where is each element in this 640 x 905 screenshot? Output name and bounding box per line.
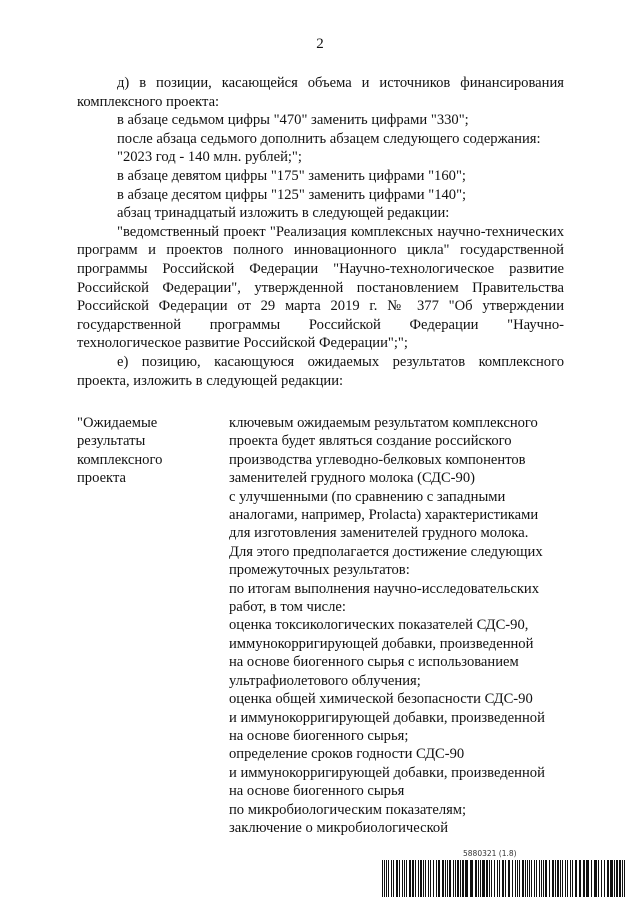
barcode-bar bbox=[412, 860, 414, 897]
barcode-bar bbox=[610, 860, 613, 897]
barcode-bar bbox=[543, 860, 544, 897]
barcode-bar bbox=[391, 860, 392, 897]
barcode-bar bbox=[388, 860, 389, 897]
barcode-bar bbox=[462, 860, 464, 897]
table-value-line: по микробиологическим показателям; bbox=[229, 801, 467, 818]
barcode-bar bbox=[545, 860, 547, 897]
table-value-line: и иммунокорригирующей добавки, произведенной bbox=[229, 764, 545, 781]
table-value-line: работ, в том числе: bbox=[229, 599, 346, 616]
paragraph: после абзаца седьмого дополнить абзацем следующего содержания: bbox=[117, 130, 541, 147]
barcode-bar bbox=[567, 860, 568, 897]
barcode-bar bbox=[470, 860, 473, 897]
barcode-bar bbox=[614, 860, 615, 897]
barcode-label: 5880321 (1.8) bbox=[463, 849, 517, 858]
table-label-line: "Ожидаемые bbox=[77, 415, 158, 431]
barcode-bar bbox=[591, 860, 592, 897]
table-value-line: проекта будет являться создание российского bbox=[229, 433, 512, 450]
barcode-bar bbox=[619, 860, 621, 897]
barcode-bar bbox=[604, 860, 605, 897]
barcode-bar bbox=[583, 860, 585, 897]
barcode-bar bbox=[404, 860, 405, 897]
barcode-bar bbox=[396, 860, 398, 897]
barcode-bar bbox=[536, 860, 537, 897]
barcode-bar bbox=[455, 860, 456, 897]
barcode-bar bbox=[505, 860, 506, 897]
table-left-column bbox=[77, 414, 229, 837]
barcode-bar bbox=[515, 860, 516, 897]
table-value-line: для изготовления заменителей грудного молока. bbox=[229, 525, 529, 542]
table-value-line: на основе биогенного сырья; bbox=[229, 727, 409, 744]
table-right-column bbox=[229, 414, 564, 837]
barcode-bar bbox=[499, 860, 500, 897]
table-label-line: комплексного bbox=[77, 451, 163, 468]
barcode-bar bbox=[436, 860, 437, 897]
barcode-bar bbox=[519, 860, 520, 897]
barcode-bar bbox=[420, 860, 422, 897]
barcode-bar bbox=[475, 860, 477, 897]
barcode-bar bbox=[534, 860, 535, 897]
table-value-line: Для этого предполагается достижение следующих bbox=[229, 543, 543, 560]
table-value-line: оценка токсикологических показателей СДС-90, bbox=[229, 617, 529, 634]
barcode-bar bbox=[402, 860, 403, 897]
barcode-bar bbox=[527, 860, 528, 897]
barcode-image bbox=[381, 860, 626, 897]
barcode-bar bbox=[531, 860, 532, 897]
barcode-bar bbox=[465, 860, 468, 897]
table-value-line: и иммунокорригирующей добавки, произведенной bbox=[229, 709, 545, 726]
barcode-bar bbox=[555, 860, 556, 897]
table-value-line: ультрафиолетового облучения; bbox=[229, 672, 421, 689]
barcode-bar bbox=[393, 860, 394, 897]
barcode-bar bbox=[418, 860, 419, 897]
barcode-bar bbox=[529, 860, 530, 897]
barcode-bar bbox=[415, 860, 416, 897]
barcode-bar bbox=[598, 860, 599, 897]
barcode-bar bbox=[438, 860, 440, 897]
barcode-bar bbox=[478, 860, 479, 897]
barcode-bar bbox=[570, 860, 571, 897]
barcode-bar bbox=[502, 860, 504, 897]
paragraph: в абзаце седьмом цифры "470" заменить цифрами "330"; bbox=[117, 112, 469, 129]
barcode-bar bbox=[624, 860, 625, 897]
table-value-line: на основе биогенного сырья с использованием bbox=[229, 654, 519, 671]
barcode-bar bbox=[512, 860, 513, 897]
table-value-line: заменителей грудного молока (СДС-90) bbox=[229, 470, 475, 487]
barcode-bar bbox=[565, 860, 566, 897]
barcode-bar bbox=[445, 860, 446, 897]
barcode-bar bbox=[430, 860, 431, 897]
barcode-bar bbox=[549, 860, 550, 897]
paragraph: в абзаце десятом цифры "125" заменить цифрами "140"; bbox=[117, 186, 467, 203]
barcode-bar bbox=[494, 860, 495, 897]
barcode-bar bbox=[382, 860, 383, 897]
barcode-bar bbox=[622, 860, 623, 897]
paragraph: "2023 год - 140 млн. рублей;"; bbox=[117, 149, 302, 166]
barcode-bar bbox=[525, 860, 526, 897]
table-value-line: аналогами, например, Prolacta) характеристиками bbox=[229, 507, 539, 524]
barcode-bar bbox=[517, 860, 518, 897]
barcode-bar bbox=[384, 860, 385, 897]
barcode-bar bbox=[453, 860, 454, 897]
paragraph: в абзаце девятом цифры "175" заменить цифрами "160"; bbox=[117, 167, 466, 184]
barcode-bar bbox=[423, 860, 424, 897]
barcode-bar bbox=[616, 860, 618, 897]
barcode-bar bbox=[447, 860, 448, 897]
barcode-bar bbox=[386, 860, 387, 897]
barcode-bar bbox=[539, 860, 540, 897]
barcode-bar bbox=[433, 860, 434, 897]
table-value-line: с улучшенными (по сравнению с западными bbox=[229, 488, 506, 505]
barcode-bar bbox=[607, 860, 609, 897]
document-body bbox=[77, 74, 564, 390]
barcode-bar bbox=[486, 860, 488, 897]
paragraph: д) в позиции, касающейся объема и источников финансирования комплексного проекта: bbox=[77, 75, 564, 110]
barcode-bar bbox=[601, 860, 602, 897]
barcode-bar bbox=[557, 860, 559, 897]
barcode-bar bbox=[594, 860, 597, 897]
table-value-line: производства углеводно-белковых компонентов bbox=[229, 451, 526, 468]
table-value-line: оценка общей химической безопасности СДС-90 bbox=[229, 691, 533, 708]
barcode-bar bbox=[508, 860, 510, 897]
paragraph: е) позицию, касающуюся ожидаемых результатов комплексного проекта, изложить в следующей редакции: bbox=[77, 353, 564, 389]
table-value-line: на основе биогенного сырья bbox=[229, 783, 405, 800]
paragraph: абзац тринадцатый изложить в следующей редакции: bbox=[117, 205, 450, 222]
results-table bbox=[77, 414, 564, 837]
table-value-line: по итогам выполнения научно-исследовательских bbox=[229, 580, 540, 597]
barcode-bar bbox=[541, 860, 542, 897]
barcode-bar bbox=[428, 860, 429, 897]
barcode-block bbox=[381, 849, 626, 897]
barcode-bar bbox=[491, 860, 492, 897]
barcode-bar bbox=[482, 860, 485, 897]
table-value-line: промежуточных результатов: bbox=[229, 562, 410, 579]
paragraph: "ведомственный проект "Реализация комплексных научно-технических программ и проектов полного инновационного цикла" государственной программы Российской Федерации "Научно-технологическое развитие Российской Федерации", утвержденной постановлением Правительства Российской Федерации от 29 марта 2019 г. № 377 "Об утверждении государственной программы Российской Федерации "Научно-технологическое развитие Российской Федерации";"; bbox=[77, 223, 564, 352]
barcode-bar bbox=[442, 860, 444, 897]
barcode-bar bbox=[572, 860, 573, 897]
table-label-line: проекта bbox=[77, 470, 126, 487]
barcode-bar bbox=[406, 860, 407, 897]
barcode-bar bbox=[460, 860, 461, 897]
barcode-bar bbox=[562, 860, 563, 897]
barcode-bar bbox=[522, 860, 524, 897]
barcode-bar bbox=[480, 860, 481, 897]
barcode-bar bbox=[575, 860, 577, 897]
barcode-bar bbox=[425, 860, 426, 897]
barcode-bar bbox=[586, 860, 589, 897]
barcode-bar bbox=[579, 860, 581, 897]
barcode-bar bbox=[552, 860, 554, 897]
barcode-bar bbox=[489, 860, 490, 897]
table-label-line: результаты bbox=[77, 433, 146, 450]
table-value-line: иммунокорригирующей добавки, произведенной bbox=[229, 635, 534, 652]
barcode-bar bbox=[449, 860, 451, 897]
barcode-bar bbox=[560, 860, 561, 897]
barcode-bar bbox=[399, 860, 400, 897]
barcode-bar bbox=[457, 860, 459, 897]
table-value-line: ключевым ожидаемым результатом комплексного bbox=[229, 415, 538, 431]
table-value-line: заключение о микробиологической bbox=[229, 819, 449, 836]
barcode-bar bbox=[497, 860, 498, 897]
page-number: 2 bbox=[316, 36, 324, 52]
table-value-line: определение сроков годности СДС-90 bbox=[229, 746, 465, 763]
barcode-bar bbox=[409, 860, 411, 897]
